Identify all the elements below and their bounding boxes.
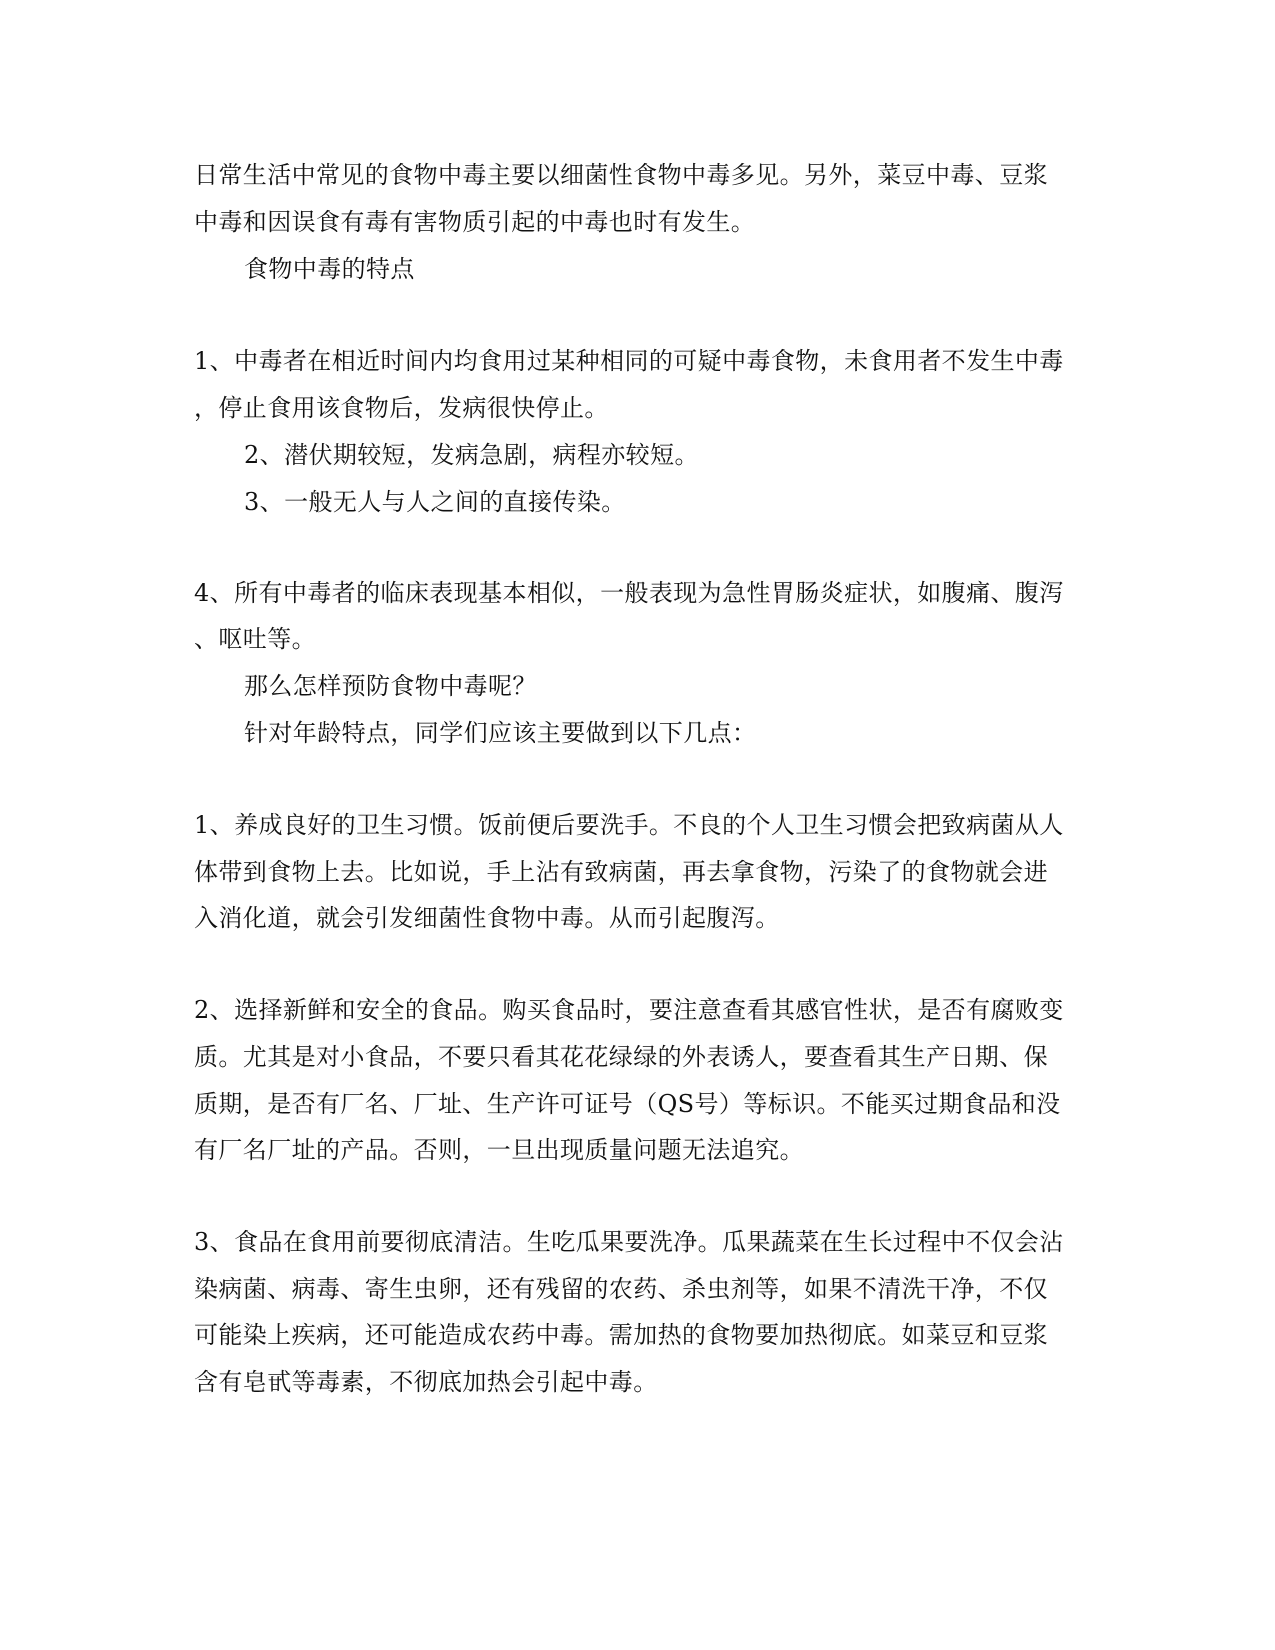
tip-2-line-1: 2、选择新鲜和安全的食品。购买食品时，要注意查看其感官性状，是否有腐败变: [194, 996, 1064, 1024]
tip-3-line-1: 3、食品在食用前要彻底清洁。生吃瓜果要洗净。瓜果蔬菜在生长过程中不仅会沾: [194, 1228, 1064, 1256]
tip-1-line-2: 体带到食物上去。比如说，手上沾有致病菌，再去拿食物，污染了的食物就会进: [194, 858, 1048, 886]
feature-3: 3、一般无人与人之间的直接传染。: [244, 488, 626, 516]
tip-2-line-2: 质。尤其是对小食品，不要只看其花花绿绿的外表诱人，要查看其生产日期、保: [194, 1043, 1048, 1071]
feature-2: 2、潜伏期较短，发病急剧，病程亦较短。: [244, 441, 699, 469]
section-heading-features: 食物中毒的特点: [244, 255, 415, 283]
tip-3-line-4: 含有皂甙等毒素，不彻底加热会引起中毒。: [194, 1368, 658, 1396]
feature-1-line-1: 1、中毒者在相近时间内均食用过某种相同的可疑中毒食物，未食用者不发生中毒: [194, 347, 1064, 375]
feature-4-line-2: 、呕吐等。: [194, 625, 316, 653]
tip-3-line-3: 可能染上疾病，还可能造成农药中毒。需加热的食物要加热彻底。如菜豆和豆浆: [194, 1321, 1048, 1349]
tip-1-line-3: 入消化道，就会引发细菌性食物中毒。从而引起腹泻。: [194, 904, 780, 932]
prevention-question: 那么怎样预防食物中毒呢？: [244, 672, 537, 700]
tip-3-line-2: 染病菌、病毒、寄生虫卵，还有残留的农药、杀虫剂等，如果不清洗干净，不仅: [194, 1275, 1048, 1303]
intro-line-1: 日常生活中常见的食物中毒主要以细菌性食物中毒多见。另外，菜豆中毒、豆浆: [194, 161, 1048, 189]
feature-1-line-2: ，停止食用该食物后，发病很快停止。: [194, 394, 609, 422]
tip-2-line-3: 质期，是否有厂名、厂址、生产许可证号（QS号）等标识。不能买过期食品和没: [194, 1090, 1061, 1118]
prevention-intro: 针对年龄特点，同学们应该主要做到以下几点：: [244, 719, 757, 747]
intro-line-2: 中毒和因误食有毒有害物质引起的中毒也时有发生。: [194, 208, 756, 236]
feature-4-line-1: 4、所有中毒者的临床表现基本相似，一般表现为急性胃肠炎症状，如腹痛、腹泻: [194, 579, 1064, 607]
tip-2-line-4: 有厂名厂址的产品。否则，一旦出现质量问题无法追究。: [194, 1136, 804, 1164]
tip-1-line-1: 1、养成良好的卫生习惯。饭前便后要洗手。不良的个人卫生习惯会把致病菌从人: [194, 811, 1064, 839]
